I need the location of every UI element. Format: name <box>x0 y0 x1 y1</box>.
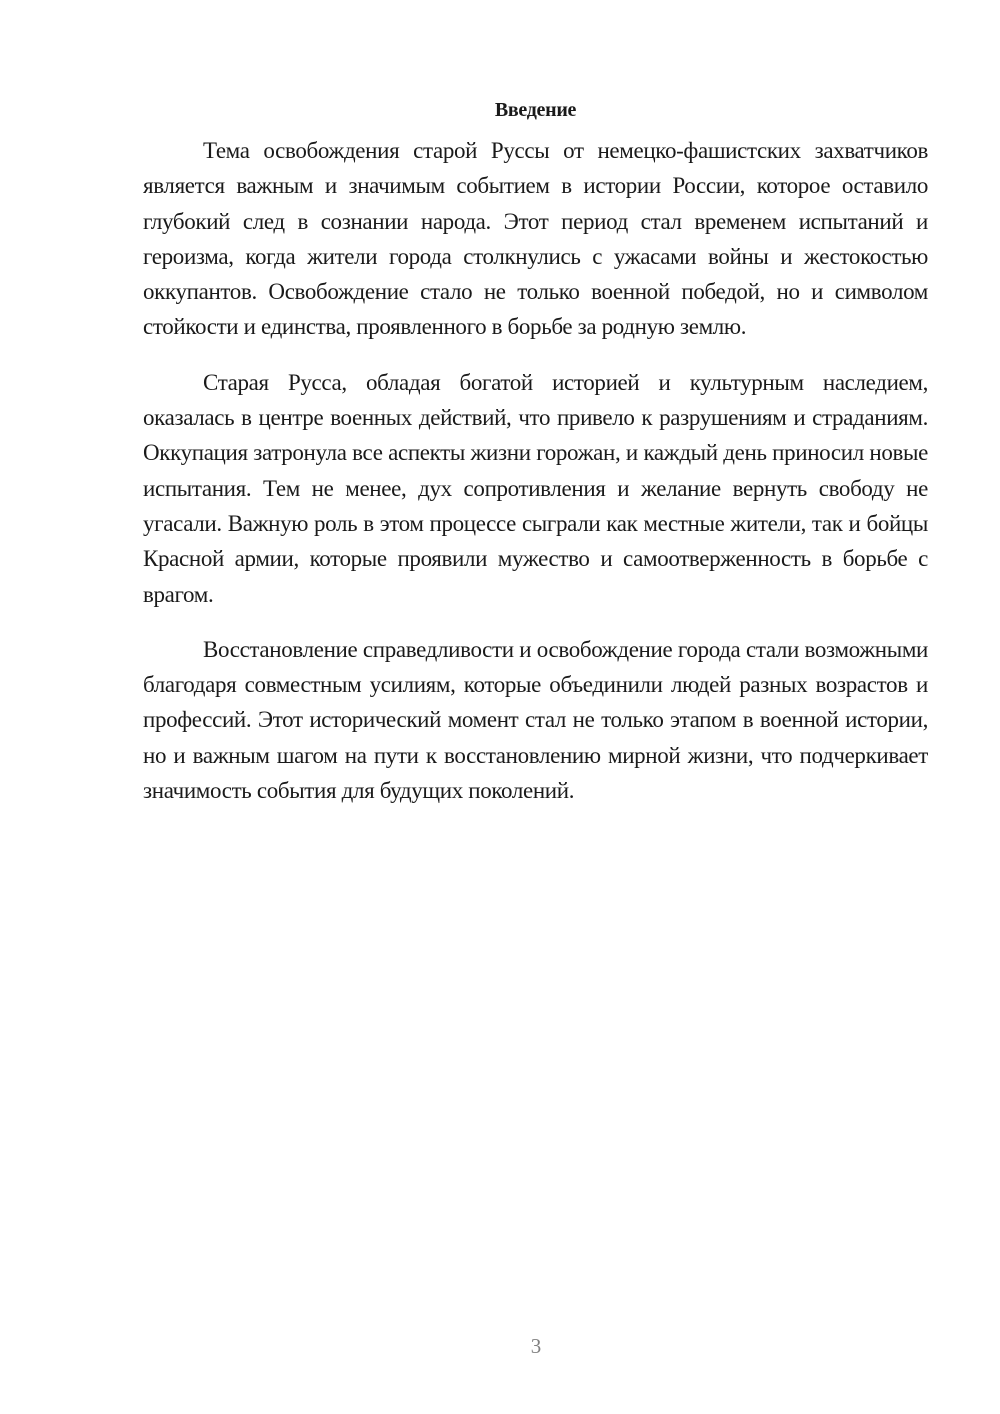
page-number: 3 <box>530 1334 542 1358</box>
paragraph-1: Тема освобождения старой Руссы от немецко-фашистских захватчиков является важным и значимым событием в истории России, которое оставило глубокий след в сознании народа. Этот период стал временем испытаний и героизма, когда жители города столкнулись с ужасами войны и жестокостью оккупантов. Освобождение стало не только военной победой, но и символом стойкости и единства, проявленного в борьбе за родную землю. <box>143 138 928 340</box>
paragraph-3: Восстановление справедливости и освобождение города стали возможными благодаря совместным усилиям, которые объединили людей разных возрастов и профессий. Этот исторический момент стал не только этапом в военной истории, но и важным шагом на пути к восстановлению мирной жизни, что подчеркивает значимость события для будущих поколений. <box>143 636 928 804</box>
page-content <box>143 96 928 828</box>
section-title: Введение <box>494 99 577 121</box>
paragraph-2: Старая Русса, обладая богатой историей и культурным наследием, оказалась в центре военных действий, что привело к разрушениям и страданиям. Оккупация затронула все аспекты жизни горожан, и каждый день приносил новые испытания. Тем не менее, дух сопротивления и желание вернуть свободу не угасали. Важную роль в этом процессе сыграли как местные жители, так и бойцы Красной армии, которые проявили мужество и самоотверженность в борьбе с врагом. <box>143 369 928 607</box>
